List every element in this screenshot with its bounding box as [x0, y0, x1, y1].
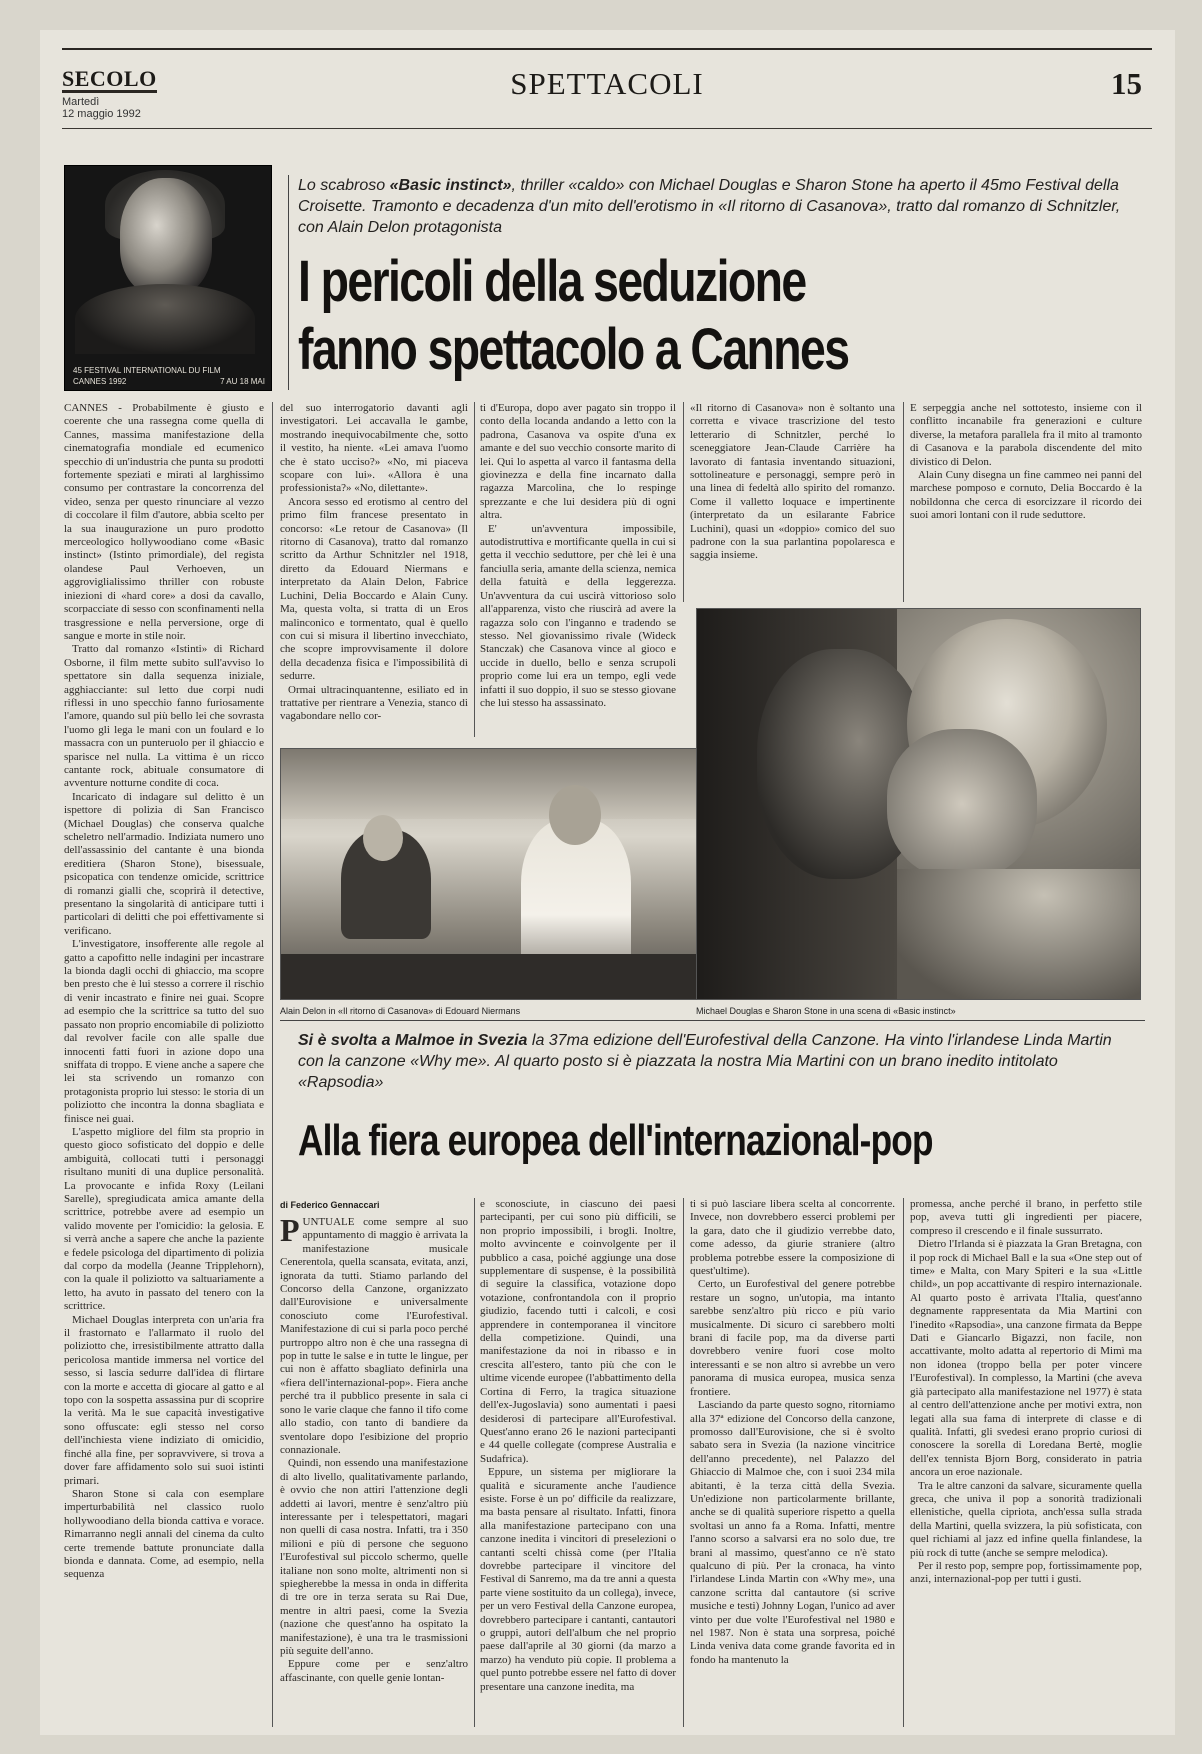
poster-shoulder-shape — [75, 284, 255, 354]
headline-line1: I pericoli della seduzione — [298, 249, 806, 314]
poster-face-shape — [120, 178, 212, 296]
paragraph: Incaricato di indagare sul delitto è un ispettore di polizia di San Francisco (Michael Douglas) che conserva qualche scheletro nell'armadio. Indiziata numero uno dell'assassinio del cantante è una bionda ereditiera (Sharon Stone), bisessuale, psicopatica con tendenze omicide, scrittrice di romanzi gialli che, scoprirà il detective, presentano la singolarità di anticipare tutti i particolari di delitti che poi effettivamente si verificano. — [64, 790, 264, 937]
paragraph: del suo interrogatorio davanti agli investigatori. Lei accavalla le gambe, mostrando inequivocabilmente che, sotto il vestito, ha niente. «Lei amava l'uomo che è stato ucciso?» «No, mi piaceva scopare con lui». «Allora è una professionista?» «No, dilettante». — [280, 402, 468, 495]
article1-kicker — [298, 175, 1138, 238]
paragraph: ti si può lasciare libera scelta al concorrente. Invece, non dovrebbero esserci problemi per la gara, dato che il giudizio verrebbe dato, come adesso, da giurie straniere (altro problema potrebbe essere la composizione di quest'ultime). — [690, 1198, 895, 1278]
paragraph: Eppure come per e senz'altro affascinante, con quelle genie lontan- — [280, 1658, 468, 1684]
kicker-prefix: Lo scabroso — [298, 177, 390, 194]
paragraph: Alain Cuny disegna un fine cammeo nei panni del marchese pomposo e cornuto, Delia Boccardo è la nobildonna che cerca di esorcizzare il ricordo dei suoi amori lontani con il rude seduttore. — [910, 469, 1142, 522]
byline: di Federico Gennaccari — [280, 1200, 380, 1210]
photo1-background-trees — [281, 749, 713, 819]
article1-headline — [298, 248, 970, 384]
article1-column-1 — [64, 402, 264, 1727]
dropcap: P — [280, 1216, 300, 1248]
headline-line2: fanno spettacolo a Cannes — [298, 317, 849, 382]
paper-name: SECOLO — [62, 66, 157, 91]
paragraph: promessa, anche perché il brano, in perfetto stile pop, aveva tutti gli ingredienti per piacere, compreso il crescendo e il finale sussurrato. — [910, 1198, 1142, 1237]
kicker2-bold: Si è svolta a Malmoe in Svezia — [298, 1032, 528, 1049]
masthead-divider — [62, 128, 1152, 129]
photo2-caption: Michael Douglas e Sharon Stone in una scena di «Basic instinct» — [696, 1006, 956, 1016]
article2-column-2 — [480, 1198, 676, 1727]
article2-column-3 — [690, 1198, 895, 1727]
poster-caption — [73, 366, 265, 386]
photo1-man-face — [549, 785, 601, 845]
article-divider — [280, 1020, 1145, 1021]
poster-caption-city: CANNES 1992 — [73, 377, 127, 386]
article2-kicker — [298, 1030, 1138, 1093]
photo-basic-instinct — [696, 608, 1141, 1000]
paragraph: E serpeggia anche nel sottotesto, insieme con il conflitto incanabile fra generazioni e culture diverse, la metafora parallela fra il mito al tramonto di Casanova e la parabola discendente del mito divistico di Delon. — [910, 402, 1142, 468]
poster-caption-line1: 45 FESTIVAL INTERNATIONAL DU FILM — [73, 366, 221, 375]
column-divider — [903, 1198, 904, 1727]
photo2-shoulders — [897, 869, 1141, 1000]
paragraph: ti d'Europa, dopo aver pagato sin troppo il conto della locanda andando a letto con la padrona, Casanova va ospite d'una ex amante e del suo vecchio consorte marito di lei. Qui lo aspetta al varco il fantasma della giovinezza e della fine incarnato dalla ragazza Marcolina, che lo respinge sprezzante e che lui desidera più di ogni altra. — [480, 402, 676, 522]
paragraph: Michael Douglas interpreta con un'aria fra il frastornato e l'allarmato il ruolo del poliziotto che, irresistibilmente attratto dalla pericolosa mantide immersa nel vortice del sesso, si lascia sedurre dall'idea di flirtare con la morte e accetta di giocare al gatto e al topo con la sospetta assassina pur di scoprire la verità. Ma le sue capacità investigative sono offuscate: egli stesso nel corso dell'inchiesta viene indiziato di omicidio, finché alla fine, per sopravvivere, si trova a dover fare affidamento solo sui suoi istinti primari. — [64, 1313, 264, 1487]
column-divider — [272, 402, 273, 1727]
paragraph: e sconosciute, in ciascuno dei paesi partecipanti, per cui sono più difficili, se non proprio impossibili, i brogli. Inoltre, molto avvincente e coinvolgente per il pubblico a casa, poiché aggiunge una dose supplementare di suspense, è la possibilità di seguire la classifica, votazione dopo votazione, confrontandola con il proprio giudizio, facendo tutti i calcoli, e così apprendere in contemporanea il vincitore della competizione. Quindi, una manifestazione da noi in ribasso e in crescita all'estero, tanto più che con le ultime vicende europee (l'abbattimento della Cortina di Ferro, la tragica situazione dell'ex-Jugoslavia) sono aumentati i paesi desiderosi di partecipare all'Eurofestival. Quest'anno erano 26 le nazioni partecipanti e 44 quelle collegate (comprese Australia e Sudafrica). — [480, 1198, 676, 1465]
article1-column-3 — [480, 402, 676, 737]
photo2-woman-face — [887, 729, 1037, 879]
issue-day: Martedì — [62, 96, 100, 108]
newspaper-page — [40, 30, 1175, 1735]
column-divider — [683, 1198, 684, 1727]
paragraph: Eppure, un sistema per migliorare la qualità e sicuramente anche l'audience esiste. Forse è un po' difficile da realizzare, ma basta pensare al risultato. Infatti, finora alla manifestazione partecipano con una canzone inedita i vincitori di preselezioni o cantanti scelti chissà come (per l'Italia dovrebbe partecipare il vincitore del Festival di Sanremo, ma da tre anni a questa parte viene sostituito da un collega), invece, per un vero Festival della Canzone europea, dovrebbero partecipare i cantanti, cantautori o gruppi, autori dell'album che nel proprio paese dall'aprile al 30 giorni (da marzo a marzo) ha venduto più copie. Il problema a quel punto potrebbe essere nel fatto di dover presentare una canzone inedita, ma — [480, 1466, 676, 1693]
page-number: 15 — [1111, 66, 1142, 101]
paragraph: Sharon Stone si cala con esemplare imperturbabilità nel classico ruolo hollywoodiano della bionda cattiva e vorace. Rimarranno negli annali del cinema da culto certe tremende battute pronunciate dalla bionda e dannata. Come, ad esempio, nella sequenza — [64, 1487, 264, 1581]
paragraph: Lasciando da parte questo sogno, ritorniamo alla 37ª edizione del Concorso della canzone, promosso dall'Eurovisione, che si è svolto sabato sera in Svezia (la nazione vincitrice dell'anno precedente), nel Palazzo del Ghiaccio di Malmoe che, con i suoi 234 mila abitanti, è la terza città della Svezia. Un'edizione non particolarmente brillante, anche se di qualità superiore rispetto a quella svoltasi un anno fa a Roma. Infatti, mentre l'anno scorso a salvarsi era no solo due, tre brani al massimo, quest'anno ce n'è stato qualcuno di più. Per la cronaca, ha vinto l'irlandese Linda Martin con «Why me», una canzone scritta dal cantautore (si scrive musiche e testi) Johnny Logan, l'unico ad aver vinto per due volte l'Eurofestival nel 1980 e nel 1987. Non è stata una sorpresa, poiché Linda veniva data come grande favorita ed in fondo ha mantenuto la — [690, 1399, 895, 1666]
headline-divider — [288, 175, 289, 390]
paragraph: CANNES - Probabilmente è giusto e coerente che una rassegna come quella di Cannes, massima manifestazione della cinematografia mondiale ed ecumenico specchio di un'industria che punta su prodotti fortemente speziati e mirati al larghissimo consumo per contrastare la concorrenza del video, senza per questo rinunciare al vezzo di coccolare il film d'autore, abbia scelto per la sua inaugurazione un puro prodotto merceologico hollywoodiano come «Basic instinct» (Istinto primordiale), del regista olandese Paul Verhoeven, un aggroviglialissimo thriller con robuste iniezioni di «hard core» a dosi da cavallo, scorpacciate di sesso con sconfinamenti nella trasgressione e nella perversione, orge di sangue e morte in stile noir. — [64, 402, 264, 642]
paragraph-first — [280, 1216, 468, 1457]
column-divider — [474, 1198, 475, 1727]
column-divider — [683, 402, 684, 602]
column-divider — [474, 402, 475, 737]
poster-caption-dates: 7 AU 18 MAI — [220, 377, 265, 386]
article1-column-2 — [280, 402, 468, 737]
section-title: SPETTACOLI — [510, 66, 704, 101]
paragraph: Dietro l'Irlanda si è piazzata la Gran Bretagna, con il pop rock di Michael Ball e la sua «One step out of time» e Malta, con Mary Spiteri e la sua «Little child», un pop accattivante di respiro internazionale. Al quarto posto è arrivata l'Italia, quest'anno degnamente rappresentata da Mia Martini con l'inedito «Rapsodia», una canzone firmata da Beppe Dati e Giancarlo Bigazzi, non facile, non accattivante, molto adatta al repertorio di Mimì ma non idonea (troppo bella per poter vincere l'Eurofestival). In complesso, la Martini (che aveva già partecipato alla manifestazione nel 1977) è stata al centro dell'attenzione anche per motivi extra, non legati alla sua fama di interprete di classe e di qualità. Infatti, gli svedesi erano proprio curiosi di conoscere la sorella di Loredana Bertè, moglie dell'ex tennista Bjorn Borg, considerato in patria ancora un eroe nazionale. — [910, 1238, 1142, 1479]
paragraph: Per il resto pop, sempre pop, fortissimamente pop, anzi, internazional-pop per tutti i gusti. — [910, 1559, 1142, 1586]
column-divider — [903, 402, 904, 602]
paragraph: Quindi, non essendo una manifestazione di alto livello, qualitativamente parlando, è ovvio che non attiri l'attenzione degli addetti ai lavori, mentre è senz'altro più interessante per i telespettatori, magari non quelli di casa nostra. Infatti, tra i 350 milioni e più di persone che seguono l'Eurofestival sul piccolo schermo, quelle italiane non sono molte, altrimenti non si spiegherebbe la messa in onda in differita di tre ore in terza serata su Rai Due, mentre in altri paesi, come la Svezia (nazione che quest'anno ha ospitato la manifestazione), è una tra le trasmissioni più seguite dell'anno. — [280, 1457, 468, 1657]
paragraph: Ancora sesso ed erotismo al centro del primo film francese presentato in concorso: «Le retour de Casanova» (Il ritorno di Casanova), tratto dal romanzo scritto da Arthur Schnitzler nel 1918, diretto da Edouard Niermans e interpretato da Alain Delon, Fabrice Luchini, Delia Boccardo e Alain Cuny. Ma, questa volta, si tratta di un Eros malinconico e tormentato, qual è quello con cui si misura il libertino invecchiato, che scopre improvvisamente il dolore della decadenza fisica e l'impossibilità di sedurre. — [280, 495, 468, 683]
photo1-woman-face — [363, 815, 403, 861]
paragraph: «Il ritorno di Casanova» non è soltanto una corretta e vivace trascrizione del testo letterario di Schnitzler, perché lo sceneggiatore Jean-Claude Carrière ha lavorato di fantasia inventando situazioni, sottolineature e personaggi, sempre però in una linea di fedeltà allo spirito del romanzo. Come il valletto loquace e impertinente (interpretato da un esilarante Fabrice Luchini), quasi un «doppio» comico del suo padrone con la sua parlantina popolaresca e saggia insieme. — [690, 402, 895, 562]
kicker-bold: «Basic instinct» — [389, 177, 512, 194]
article1-column-4 — [690, 402, 895, 602]
paragraph: Certo, un Eurofestival del genere potrebbe restare un sogno, un'utopia, ma intanto sarebbe senz'altro più ricco e più vario musicalmente. Di sicuro ci sarebbero molti brani di facile pop, ma da diverse parti dovrebbero venire fuori cose molto interessanti e se non altro si avrebbe un vero panorama di musica europea, musica senza frontiere. — [690, 1278, 895, 1398]
article2-headline: Alla fiera europea dell'internazional-pop — [298, 1116, 933, 1165]
paragraph: E' un'avventura impossibile, autodistruttiva e mortificante quella in cui si getta il vecchio seduttore, per chè lei è una fanciulla seria, amante della scienza, nemica della fatuità e della leggerezza. Un'avventura da cui uscirà vittorioso solo all'apparenza, visto che riuscirà ad avere la ragazza solo con l'inganno e tradendo se stesso. Nel giovanissimo rivale (Wideck Stanczak) che Casanova vince al gioco e uccide in duello, bello e senza scrupoli proprio come lui era un tempo, egli vede infatti il suo doppio, il suo se stesso giovane che lui stesso ha assassinato. — [480, 522, 676, 709]
article2-column-4 — [910, 1198, 1142, 1727]
paragraph-first-text: UNTUALE come sempre al suo appuntamento di maggio è arrivata la manifestazione musicale Cenerentola, quella scansata, evitata, anzi, ignorata da tutti. Stiamo parlando del Concorso della Canzone, organizzato dall'Eurovisione e universalmente conosciuto come l'Eurofestival. Manifestazione di cui si parla poco perché purtroppo altro non è che una rassegna di pop in tutte le salse e in tutte le lingue, per cui non è affatto sbagliato definirla una «fiera dell'internazional-pop». Fiera anche perché tra il pubblico presente in sala ci sono le varie claque che fanno il tifo come allo stadio, con tanto di bandiere da sventolare dopo l'esibizione del proprio connazionale. — [280, 1216, 468, 1456]
paragraph: Tratto dal romanzo «Istinti» di Richard Osborne, il film mette subito sull'avviso lo spettatore sin dalla sequenza iniziale, agghiacciante: sul letto due corpi nudi riflessi in uno specchio fanno furiosamente l'amore, quando sul più bello lei che sovrasta l'uomo gli lega le mani con un foulard e lo massacra con un punteruolo per il ghiaccio e sparisce nel nulla. La vittima è un ricco cantante rock, abituale consumatore di avventure notturne condite di coca. — [64, 643, 264, 790]
festival-poster-image — [64, 165, 272, 391]
paragraph: L'aspetto migliore del film sta proprio in questo gioco sofisticato del doppio e delle ambiguità, collocati tutti i personaggi risultano muniti di una duplice personalità. La provocante e infida Roxy (Leilani Sarelle), spregiudicata amica amante della scrittrice, potrebbe avere ad esempio un valido movente per l'omicidio: la gelosia. E si verrà anche a sapere che anche la paziente e fedele psicologa del dipartimento di polizia dal corpo da modella (Jeanne Tripplehorn), con la quale il poliziotto va saltuariamente a letto, ha avuto in passato del tenero con la scrittrice. — [64, 1125, 264, 1313]
article1-column-5 — [910, 402, 1142, 602]
paragraph: L'investigatore, insofferente alle regole al gatto a capofitto nelle indagini per incastrare la bionda dagli occhi di ghiaccio, ma scopre ben presto che è lui stesso a correre il rischio di venir incastrato e finire nei guai. Scopre ad esempio che la scrittrice sa tutto del suo passato non proprio encomiabile di poliziotto dal revolver facile con alle spalle due innocenti fatti fuori in azione dopo una sniffata di troppo. E viene anche a sapere che lei sta scrivendo un romanzo con protagonista proprio lui stesso: le storia di un poliziotto che incontra la donna sbagliata e finisce nei guai. — [64, 938, 264, 1125]
photo1-foreground — [281, 954, 713, 1000]
issue-date-text: 12 maggio 1992 — [62, 108, 141, 120]
masthead — [62, 48, 1152, 128]
photo-alain-delon — [280, 748, 714, 1000]
paragraph: Ormai ultracinquantenne, esiliato ed in trattative per rientrare a Venezia, stanco di vagabondare nello cor- — [280, 683, 468, 723]
paragraph: Tra le altre canzoni da salvare, sicuramente quella greca, che univa il pop a sonorità tradizionali ellenistiche, quella cipriota, anch'essa sulla strada della Martini, quella svizzera, la più sofisticata, con quel richiami al jazz ed infine quella finlandese, la più rock di tutte (anche se sempre melodica). — [910, 1479, 1142, 1559]
kicker2-rest: la 37ma edizione dell'Eurofestival della Canzone. Ha vinto l'irlandese Linda Martin con la canzone «Why me». Al quarto posto si è piazzata la nostra Mia Martini con un brano inedito intitolato «Rapsodia» — [298, 1032, 1112, 1091]
article2-column-1 — [280, 1216, 468, 1727]
photo1-caption: Alain Delon in «Il ritorno di Casanova» di Edouard Niermans — [280, 1006, 521, 1016]
kicker-rest: , thriller «caldo» con Michael Douglas e Sharon Stone ha aperto il 45mo Festival della Croisette. Tramonto e decadenza d'un mito dell'erotismo in «Il ritorno di Casanova», tratto dal romanzo di Schnitzler, con Alain Delon protagonista — [298, 177, 1121, 236]
